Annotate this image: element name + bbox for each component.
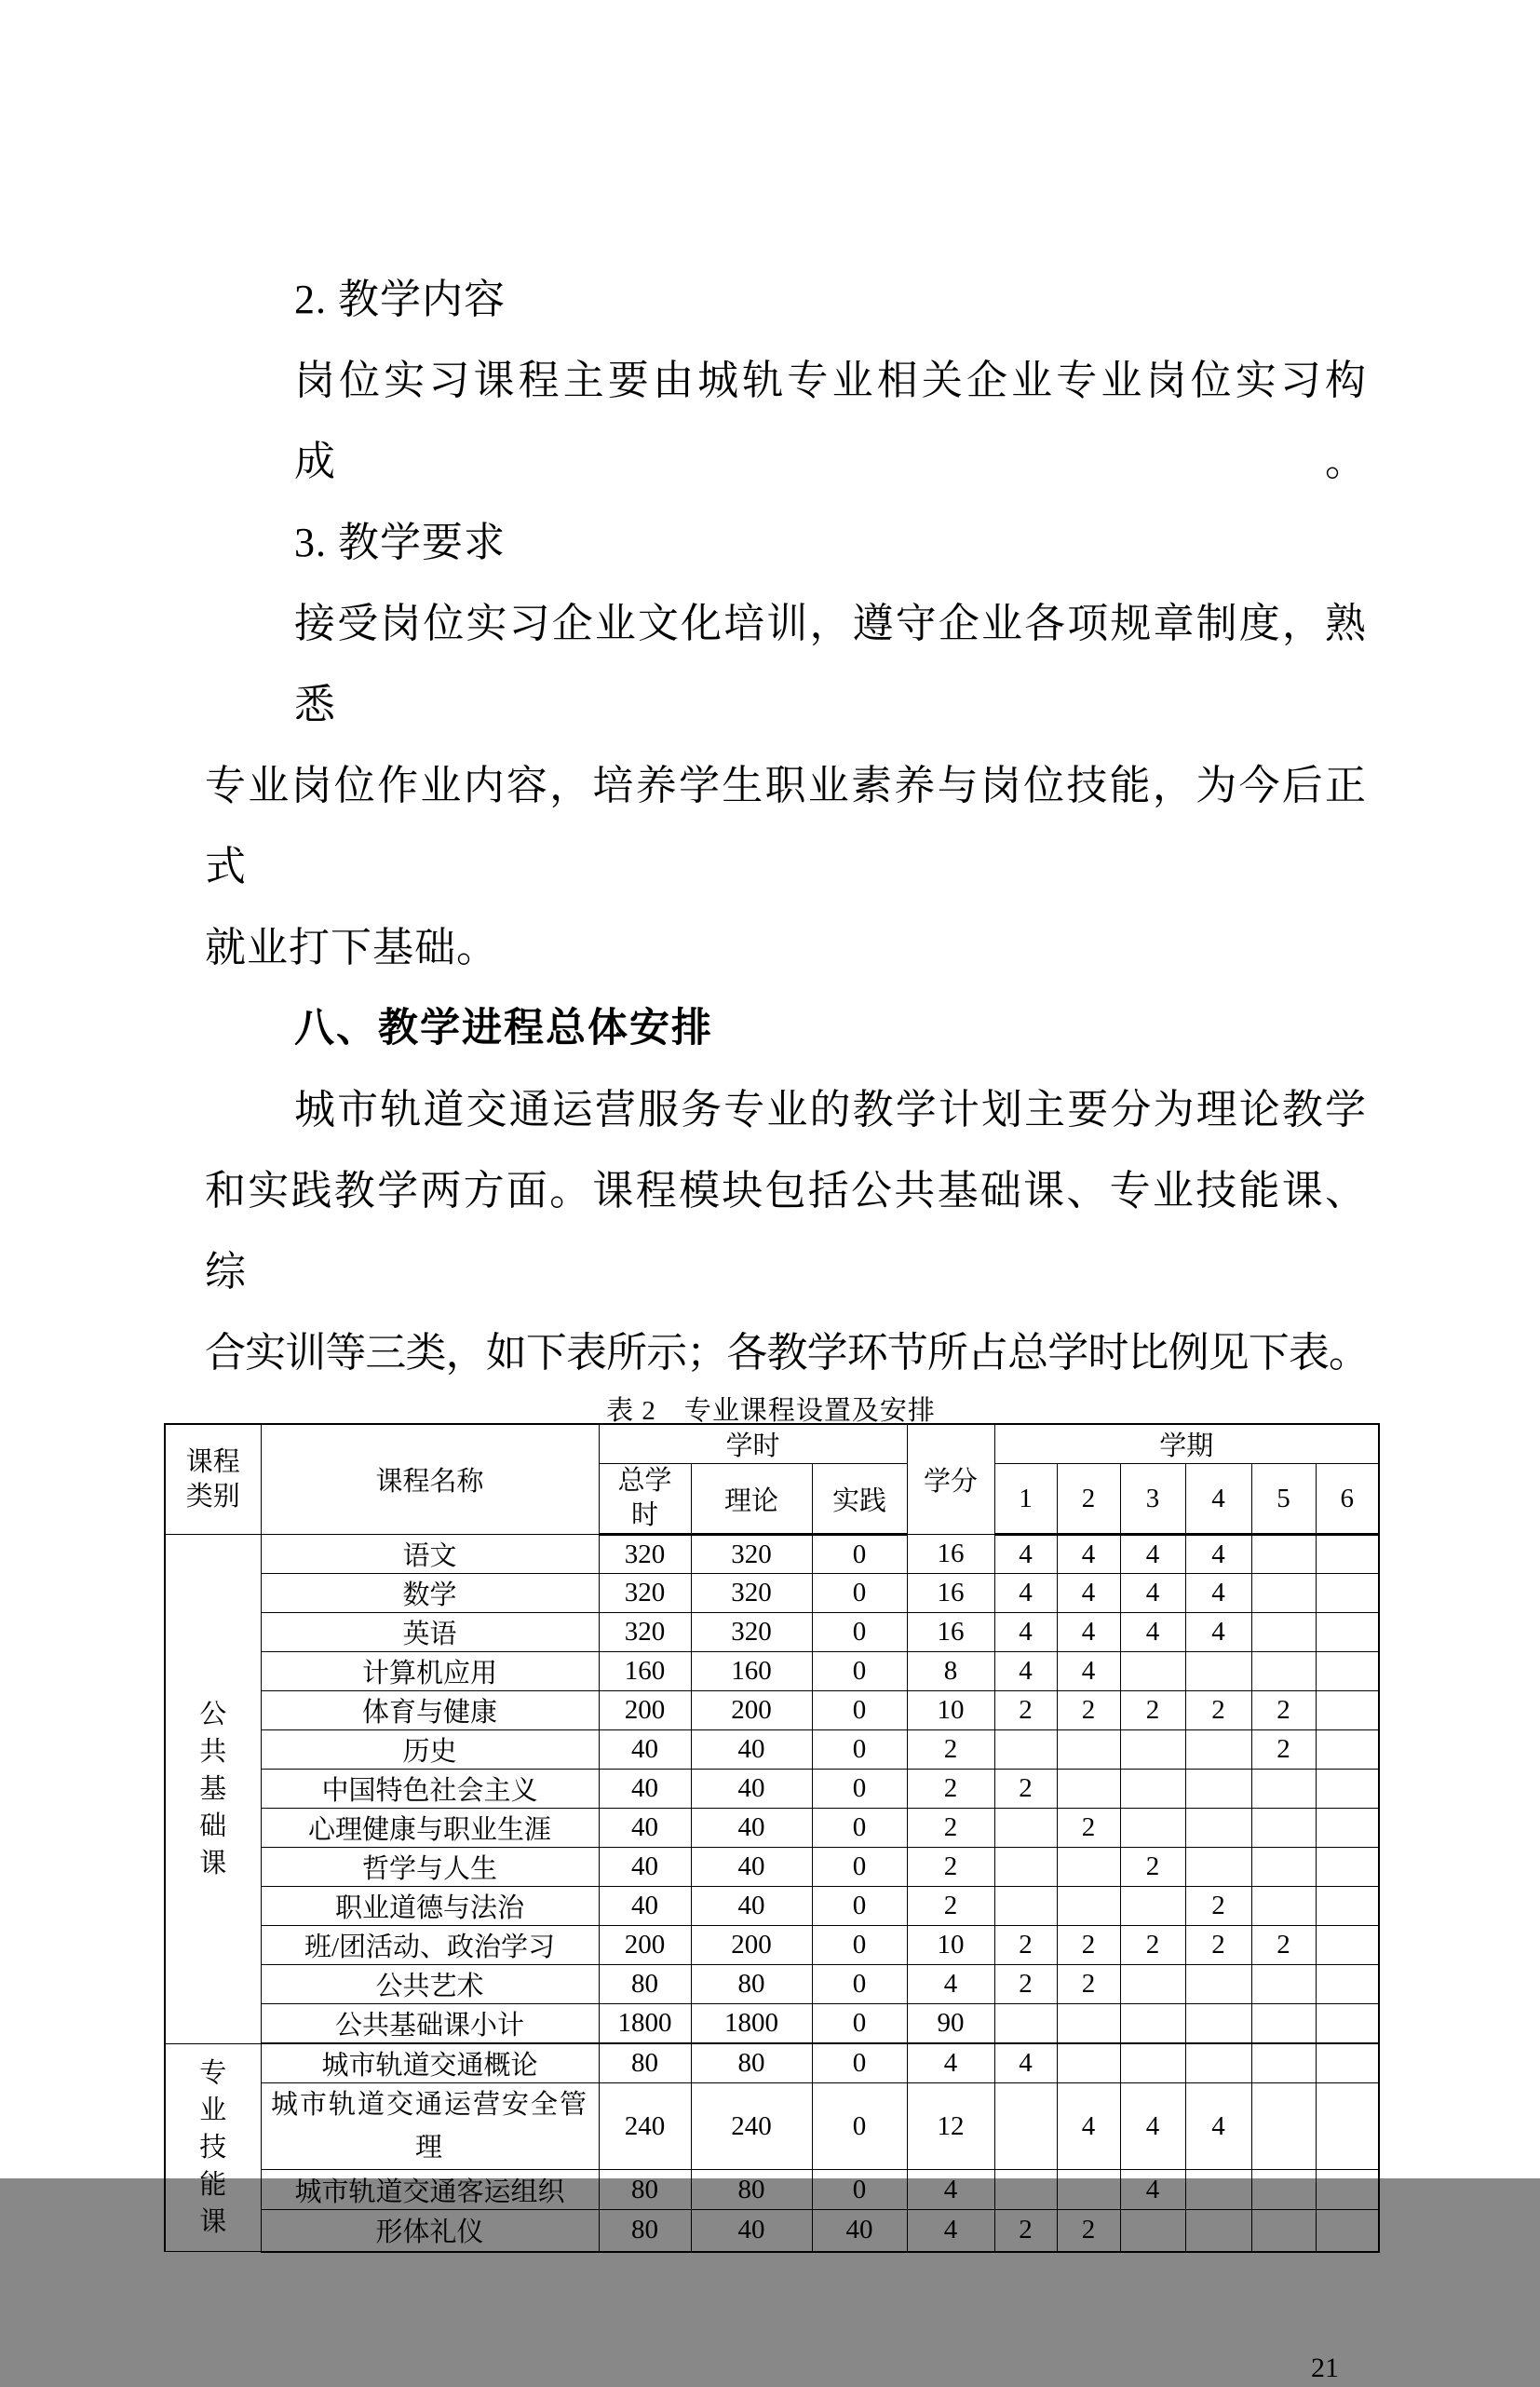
cell-sem-3: 4 [1120,2083,1185,2170]
cell-sem-2: 4 [1057,1613,1120,1652]
cell-practice-hours: 0 [812,2170,907,2210]
header-semester-2: 2 [1057,1464,1120,1535]
cell-theory-hours: 1800 [691,2004,812,2044]
cell-sem-3 [1120,1887,1185,1926]
cell-course-name: 形体礼仪 [261,2210,599,2252]
cell-sem-3 [1120,2004,1185,2044]
cell-theory-hours: 40 [691,2210,812,2252]
header-semester-3: 3 [1120,1464,1185,1535]
cell-sem-3 [1120,1770,1185,1809]
body-line: 专业岗位作业内容，培养学生职业素养与岗位技能，为今后正式 [205,763,1367,889]
cell-sem-4 [1185,1848,1251,1887]
cell-course-name: 城市轨道交通客运组织 [261,2170,599,2210]
cell-theory-hours: 320 [691,1613,812,1652]
cell-theory-hours: 40 [691,1887,812,1926]
numbered-heading-teaching-content: 2. 教学内容 [294,277,506,322]
cell-sem-6 [1316,1535,1379,1574]
cell-sem-3 [1120,2210,1185,2252]
header-semester-5: 5 [1251,1464,1316,1535]
cell-sem-1 [994,1848,1057,1887]
cell-total-hours: 320 [599,1574,691,1613]
body-line: 和实践教学两方面。课程模块包括公共基础课、专业技能课、综 [205,1168,1367,1295]
vertical-label: 专 业 技 能 课 [199,2057,227,2237]
cell-sem-5 [1251,1535,1316,1574]
cell-theory-hours: 40 [691,1730,812,1770]
cell-sem-1: 2 [994,1770,1057,1809]
cell-sem-3: 4 [1120,1574,1185,1613]
cell-theory-hours: 80 [691,2043,812,2083]
cell-practice-hours: 0 [812,1926,907,1965]
cell-sem-1 [994,1809,1057,1848]
cell-sem-4: 4 [1185,2083,1251,2170]
cell-sem-3: 4 [1120,1613,1185,1652]
cell-course-name: 公共基础课小计 [261,2004,599,2044]
cell-practice-hours: 0 [812,1730,907,1770]
cell-credits: 16 [907,1613,994,1652]
cell-sem-2: 2 [1057,1926,1120,1965]
cell-total-hours: 40 [599,1730,691,1770]
cell-theory-hours: 40 [691,1848,812,1887]
cell-course-name: 城市轨道交通运营安全管理 [261,2083,599,2170]
table-row [165,2170,1379,2210]
cell-total-hours: 40 [599,1887,691,1926]
cell-sem-5 [1251,2043,1316,2083]
table-row [165,1887,1379,1926]
cell-practice-hours: 0 [812,1887,907,1926]
header-semester-group: 学期 [994,1424,1379,1464]
cell-sem-1: 2 [994,1965,1057,2004]
cell-sem-6 [1316,2043,1379,2083]
cell-sem-2: 4 [1057,1535,1120,1574]
cell-sem-4 [1185,1652,1251,1691]
cell-sem-5 [1251,2083,1316,2170]
cell-total-hours: 200 [599,1926,691,1965]
cell-total-hours: 1800 [599,2004,691,2044]
cell-sem-5 [1251,1848,1316,1887]
table-row [165,1809,1379,1848]
page-number: 21 [1311,2352,1339,2383]
table-row [165,2043,1379,2083]
table-row [165,1926,1379,1965]
cell-sem-2: 2 [1057,1809,1120,1848]
cell-sem-4 [1185,1809,1251,1848]
cell-course-name: 城市轨道交通概论 [261,2043,599,2083]
cell-theory-hours: 200 [691,1926,812,1965]
cell-sem-5 [1251,1809,1316,1848]
cell-sem-4: 4 [1185,1613,1251,1652]
cell-practice-hours: 0 [812,1613,907,1652]
vertical-label: 公 共 基 础 课 [199,1699,227,1878]
header-theory: 理论 [691,1464,812,1535]
table-row [165,2210,1379,2252]
cell-sem-6 [1316,2170,1379,2210]
body-line: 岗位实习课程主要由城轨专业相关企业专业岗位实习构成。 [294,358,1367,484]
cell-sem-2 [1057,1770,1120,1809]
cell-credits: 4 [907,2170,994,2210]
cell-credits: 2 [907,1809,994,1848]
cell-credits: 16 [907,1535,994,1574]
cell-total-hours: 40 [599,1809,691,1848]
cell-sem-5 [1251,2004,1316,2044]
cell-sem-2 [1057,2004,1120,2044]
cell-sem-3: 4 [1120,1535,1185,1574]
cell-sem-2: 4 [1057,1652,1120,1691]
cell-theory-hours: 80 [691,2170,812,2210]
table-row [165,1574,1379,1613]
cell-total-hours: 320 [599,1613,691,1652]
cell-credits: 2 [907,1887,994,1926]
header-line: 课程 [185,1446,240,1477]
cell-sem-4 [1185,2170,1251,2210]
cell-practice-hours: 0 [812,1965,907,2004]
table-row [165,1652,1379,1691]
cell-sem-3 [1120,1809,1185,1848]
table-row [165,1848,1379,1887]
cell-theory-hours: 240 [691,2083,812,2170]
cell-sem-3: 2 [1120,1848,1185,1887]
cell-sem-1: 2 [994,2210,1057,2252]
cell-sem-6 [1316,1770,1379,1809]
cell-theory-hours: 320 [691,1574,812,1613]
header-total-hours [599,1464,691,1535]
cell-sem-6 [1316,1652,1379,1691]
cell-course-name: 数学 [261,1574,599,1613]
cell-course-name: 体育与健康 [261,1691,599,1730]
course-schedule-table [164,1423,1380,2253]
cell-sem-2: 2 [1057,1965,1120,2004]
cell-sem-6 [1316,1691,1379,1730]
table-row [165,1965,1379,2004]
cell-practice-hours: 0 [812,1809,907,1848]
cell-sem-1: 4 [994,2043,1057,2083]
cell-sem-3 [1120,1730,1185,1770]
cell-practice-hours: 0 [812,2043,907,2083]
cell-course-name: 哲学与人生 [261,1848,599,1887]
cell-practice-hours: 0 [812,1691,907,1730]
cell-sem-3 [1120,1652,1185,1691]
cell-sem-6 [1316,2083,1379,2170]
cell-sem-5 [1251,1652,1316,1691]
cell-sem-4 [1185,2043,1251,2083]
cell-credits: 12 [907,2083,994,2170]
cell-credits: 4 [907,1965,994,2004]
cell-credits: 90 [907,2004,994,2044]
cell-practice-hours: 0 [812,1535,907,1574]
body-line: 就业打下基础。 [205,925,498,970]
cell-sem-5 [1251,2210,1316,2252]
cell-course-name: 中国特色社会主义 [261,1770,599,1809]
cell-total-hours: 80 [599,2170,691,2210]
header-course-name: 课程名称 [261,1424,599,1535]
cell-total-hours: 40 [599,1770,691,1809]
header-semester-6: 6 [1316,1464,1379,1535]
cell-sem-1: 4 [994,1613,1057,1652]
cell-sem-5 [1251,1613,1316,1652]
cell-sem-2: 2 [1057,2210,1120,2252]
cell-sem-2 [1057,2043,1120,2083]
cell-credits: 10 [907,1926,994,1965]
cell-sem-6 [1316,1887,1379,1926]
cell-total-hours: 320 [599,1535,691,1574]
cell-sem-5 [1251,2170,1316,2210]
table-row-subtotal [165,2004,1379,2044]
cell-course-name: 班/团活动、政治学习 [261,1926,599,1965]
cell-sem-1 [994,2004,1057,2044]
cell-sem-6 [1316,1965,1379,2004]
cell-sem-1: 4 [994,1574,1057,1613]
cell-sem-1: 2 [994,1926,1057,1965]
cell-total-hours: 160 [599,1652,691,1691]
cell-course-name: 英语 [261,1613,599,1652]
header-semester-4: 4 [1185,1464,1251,1535]
cell-theory-hours: 320 [691,1535,812,1574]
cell-sem-4 [1185,2210,1251,2252]
body-line: 接受岗位实习企业文化培训，遵守企业各项规章制度，熟悉 [294,601,1367,727]
section-heading: 八、教学进程总体安排 [294,1006,713,1051]
cell-sem-6 [1316,1926,1379,1965]
cell-theory-hours: 160 [691,1652,812,1691]
cell-practice-hours: 0 [812,2004,907,2044]
cell-total-hours: 80 [599,2210,691,2252]
cell-sem-2: 4 [1057,2083,1120,2170]
cell-practice-hours: 0 [812,1652,907,1691]
body-line: 城市轨道交通运营服务专业的教学计划主要分为理论教学 [294,1087,1367,1132]
cell-sem-2 [1057,1730,1120,1770]
cell-credits: 10 [907,1691,994,1730]
cell-sem-4: 4 [1185,1574,1251,1613]
cell-total-hours: 240 [599,2083,691,2170]
cell-sem-2: 2 [1057,1691,1120,1730]
cell-sem-4 [1185,1730,1251,1770]
cell-course-name: 公共艺术 [261,1965,599,2004]
cell-sem-6 [1316,2210,1379,2252]
cell-sem-1 [994,1887,1057,1926]
cell-credits: 4 [907,2210,994,2252]
header-credits: 学分 [907,1424,994,1535]
cell-sem-4 [1185,1770,1251,1809]
cell-sem-3 [1120,1965,1185,2004]
cell-sem-5: 2 [1251,1926,1316,1965]
cell-total-hours: 80 [599,2043,691,2083]
cell-total-hours: 40 [599,1848,691,1887]
cell-sem-5 [1251,1770,1316,1809]
cell-sem-3: 2 [1120,1691,1185,1730]
cell-theory-hours: 80 [691,1965,812,2004]
cell-course-name: 职业道德与法治 [261,1887,599,1926]
cell-sem-1: 4 [994,1535,1057,1574]
cell-credits: 2 [907,1730,994,1770]
header-hours-group: 学时 [599,1424,907,1464]
cell-sem-5 [1251,1574,1316,1613]
cell-sem-6 [1316,1809,1379,1848]
cell-total-hours: 200 [599,1691,691,1730]
cell-sem-1: 4 [994,1652,1057,1691]
header-semester-1: 1 [994,1464,1057,1535]
cell-practice-hours: 40 [812,2210,907,2252]
cell-sem-3: 2 [1120,1926,1185,1965]
cell-sem-3: 4 [1120,2170,1185,2210]
cell-credits: 2 [907,1848,994,1887]
cell-credits: 2 [907,1770,994,1809]
table-row [165,1691,1379,1730]
table-row [165,1535,1379,1574]
cell-sem-5 [1251,1965,1316,2004]
cell-theory-hours: 40 [691,1770,812,1809]
numbered-heading-teaching-requirements: 3. 教学要求 [294,520,506,565]
cell-sem-6 [1316,2004,1379,2044]
header-course-category [165,1424,261,1535]
cell-sem-3 [1120,2043,1185,2083]
cell-practice-hours: 0 [812,1574,907,1613]
cell-total-hours: 80 [599,1965,691,2004]
cell-sem-2: 4 [1057,1574,1120,1613]
cell-course-name: 历史 [261,1730,599,1770]
header-practice: 实践 [812,1464,907,1535]
cell-sem-1 [994,1730,1057,1770]
cell-practice-hours: 0 [812,1848,907,1887]
table-row [165,2083,1379,2170]
cell-sem-4: 2 [1185,1691,1251,1730]
table-row [165,1730,1379,1770]
table-row [165,1613,1379,1652]
table-row [165,1770,1379,1809]
header-line: 时 [630,1500,658,1530]
cell-sem-2 [1057,1848,1120,1887]
cell-theory-hours: 200 [691,1691,812,1730]
cell-sem-4 [1185,1965,1251,2004]
cell-course-name: 计算机应用 [261,1652,599,1691]
cell-credits: 8 [907,1652,994,1691]
category-label-professional-skills [165,2043,261,2252]
cell-course-name: 心理健康与职业生涯 [261,1809,599,1848]
cell-sem-4 [1185,2004,1251,2044]
cell-credits: 16 [907,1574,994,1613]
cell-credits: 4 [907,2043,994,2083]
category-label-public-basic [165,1535,261,2044]
header-line: 总学 [617,1466,672,1496]
cell-sem-4: 2 [1185,1926,1251,1965]
cell-sem-5: 2 [1251,1730,1316,1770]
cell-sem-5: 2 [1251,1691,1316,1730]
cell-practice-hours: 0 [812,1770,907,1809]
table-caption: 表 2 专业课程设置及安排 [606,1395,936,1426]
cell-sem-4: 4 [1185,1535,1251,1574]
cell-sem-2 [1057,1887,1120,1926]
header-line: 类别 [185,1481,240,1512]
cell-sem-6 [1316,1730,1379,1770]
cell-sem-4: 2 [1185,1887,1251,1926]
cell-sem-6 [1316,1574,1379,1613]
cell-theory-hours: 40 [691,1809,812,1848]
cell-sem-1 [994,2083,1057,2170]
body-line: 合实训等三类，如下表所示；各教学环节所占总学时比例见下表。 [205,1330,1367,1376]
cell-sem-1: 2 [994,1691,1057,1730]
cell-sem-1 [994,2170,1057,2210]
cell-sem-6 [1316,1613,1379,1652]
cell-sem-5 [1251,1887,1316,1926]
cell-practice-hours: 0 [812,2083,907,2170]
cell-sem-2 [1057,2170,1120,2210]
cell-course-name: 语文 [261,1535,599,1574]
cell-sem-6 [1316,1848,1379,1887]
